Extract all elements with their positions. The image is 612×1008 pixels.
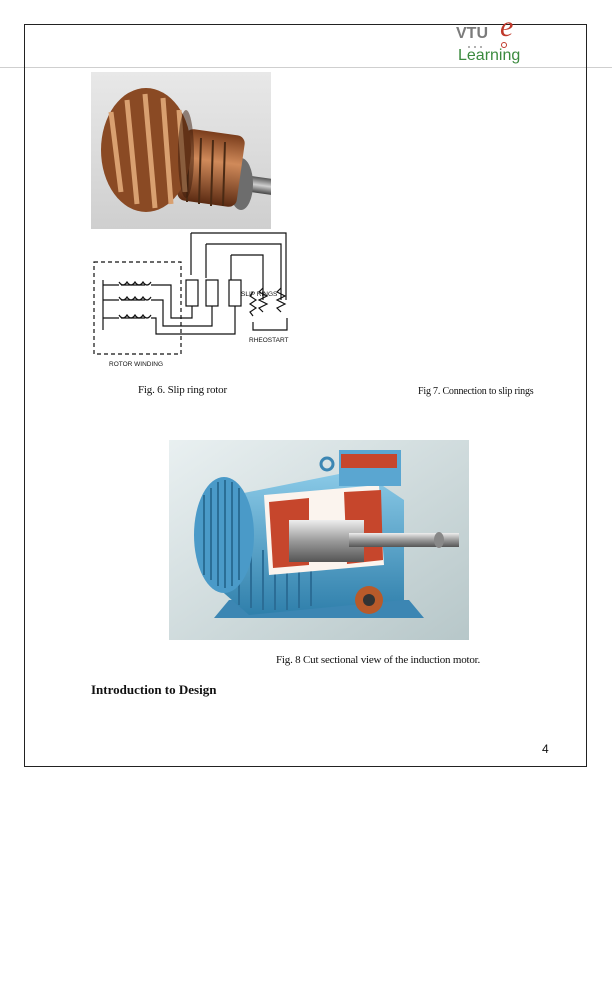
logo-e-mark: e [500,14,514,43]
section-heading: Introduction to Design [91,682,217,697]
vtu-learning-logo [450,14,540,66]
fig6-caption: Fig. 6. Slip ring rotor [138,384,227,396]
slip-ring-connection-diagram [91,230,301,370]
fig8-caption: Fig. 8 Cut sectional view of the induction motor. [276,654,481,666]
rotor-winding-label: ROTOR WINDING [109,361,164,368]
page-number: 4 [542,742,549,756]
fig7-caption: Fig 7. Connection to slip rings [418,386,534,397]
slip-rings-label: SLIP RINGS [241,291,278,298]
slip-ring-rotor-photo [91,72,271,229]
logo-brand-text: VTU [456,25,488,42]
induction-motor-cutaway-photo [169,440,469,640]
rheostart-label: RHEOSTART [249,337,289,344]
logo-sub-text: Learning [458,47,521,64]
